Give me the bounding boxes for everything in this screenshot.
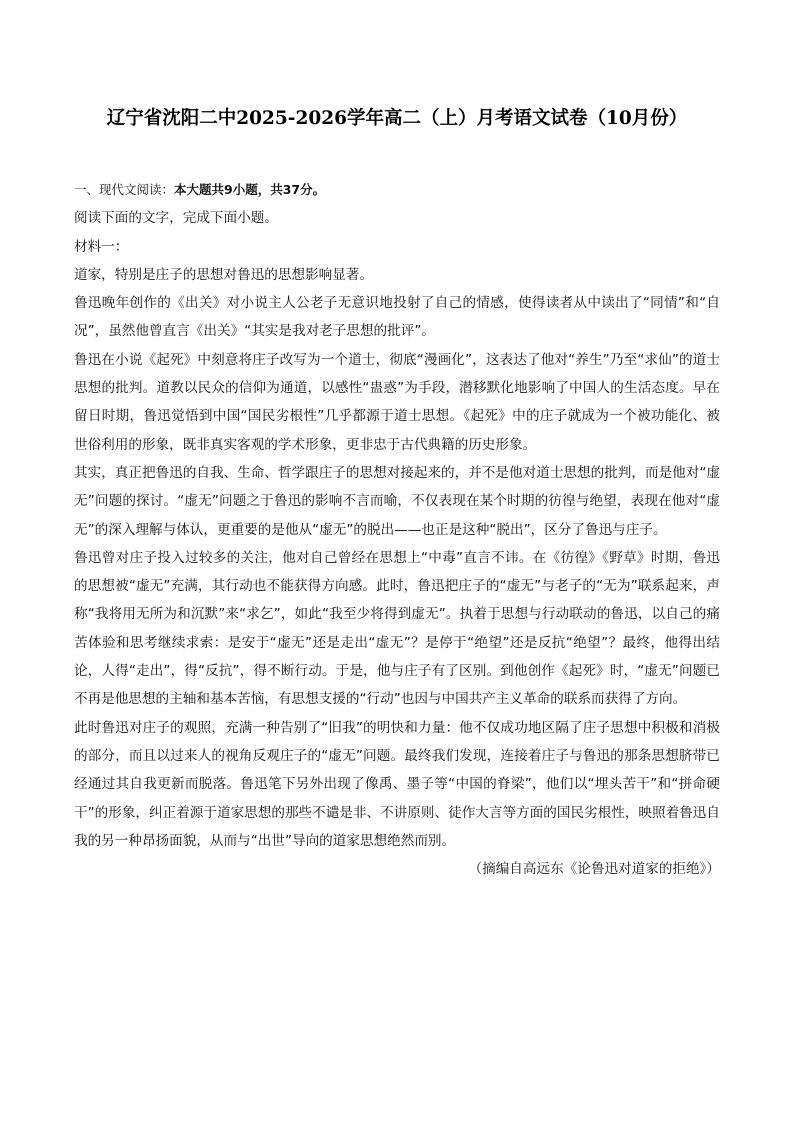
section-info: 本大题共9小题，共37分。 [174, 182, 326, 197]
paragraph-2: 鲁迅晚年创作的《出关》对小说主人公老子无意识地投射了自己的情感，使得读者从中读出了“同情”和“自况”，虽然他曾直言《出关》“其实是我对老子思想的批评”。 [74, 295, 720, 340]
section-heading [74, 176, 720, 204]
reading-section [74, 176, 720, 883]
paragraph-3: 鲁迅在小说《起死》中刻意将庄子改写为一个道士，彻底“漫画化”，这表达了他对“养生”乃至“求仙”的道士思想的批判。道教以民众的信仰为通道，以感性“蛊惑”为手段，潜移默化地影响了中国人的生活态度。早在留日时期，鲁迅觉悟到中国“国民劣根性”几乎都源于道士思想。《起死》中的庄子就成为一个被功能化、被世俗利用的形象，既非真实客观的学术形象，更非忠于古代典籍的历史形象。 [74, 351, 720, 453]
paragraph-4: 其实，真正把鲁迅的自我、生命、哲学跟庄子的思想对接起来的，并不是他对道士思想的批判，而是他对“虚无”问题的探讨。“虚无”问题之于鲁迅的影响不言而喻，不仅表现在某个时期的彷徨与绝望，表现在他对“虚无”的深入理解与体认，更重要的是他从“虚无”的脱出——也正是这种“脱出”，区分了鲁迅与庄子。 [74, 464, 720, 538]
page-title: 辽宁省沈阳二中2025-2026学年高二（上）月考语文试卷（10月份） [106, 108, 688, 129]
material-label: 材料一： [74, 238, 129, 255]
instruction: 阅读下面的文字，完成下面小题。 [74, 210, 278, 227]
paragraph-5: 鲁迅曾对庄子投入过较多的关注，他对自己曾经在思想上“中毒”直言不讳。在《彷徨》《野草》时期，鲁迅的思想被“虚无”充满，其行动也不能获得方向感。此时，鲁迅把庄子的“虚无”与老子的“无为”联系起来，声称“我将用无所为和沉默”来“求乞”，如此“我至少将得到虚无”。执着于思想与行动联动的鲁迅，以自己的痛苦体验和思考继续求索：是安于“虚无”还是走出“虚无”？是停于“绝望”还是反抗“绝望”？最终，他得出结论，人得“走出”，得“反抗”，得不断行动。于是，他与庄子有了区别。到他创作《起死》时，“虚无”问题已不再是他思想的主轴和基本苦恼，有思想支援的“行动”也因与中国共产主义革命的联系而获得了方向。 [74, 549, 720, 708]
section-prefix: 一、现代文阅读： [74, 182, 175, 197]
source-citation: （摘编自高远东《论鲁迅对道家的拒绝》） [468, 861, 720, 878]
paragraph-1: 道家，特别是庄子的思想对鲁迅的思想影响显著。 [74, 266, 374, 283]
paragraph-6: 此时鲁迅对庄子的观照，充满一种告别了“旧我”的明快和力量：他不仅成功地区隔了庄子思想中积极和消极的部分，而且以过来人的视角反观庄子的“虚无”问题。最终我们发现，连接着庄子与鲁迅的那条思想脐带已经通过其自我更新而脱落。鲁迅笔下另外出现了像禹、墨子等“中国的脊梁”，他们以“埋头苦干”和“拼命硬干”的形象，纠正着源于道家思想的那些不谴是非、不讲原则、徒作大言等方面的国民劣根性，映照着鲁迅自我的另一种昂扬面貌，从而与“出世”导向的道家思想绝然而别。 [74, 719, 720, 849]
